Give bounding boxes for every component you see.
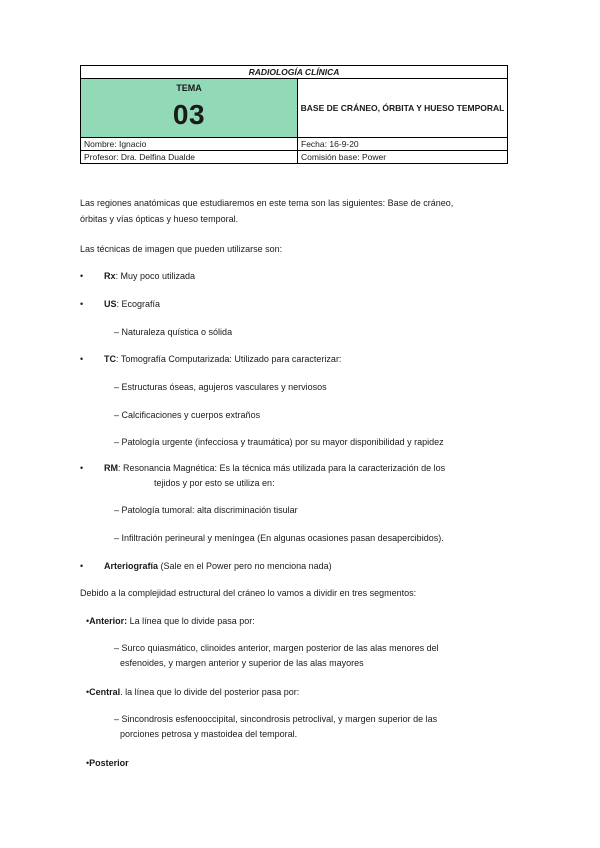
segments-intro: Debido a la complejidad estructural del cráneo lo vamos a dividir en tres segmentos: xyxy=(80,588,417,598)
us-label: US xyxy=(104,299,117,309)
posterior-label: Posterior xyxy=(89,758,129,768)
tema-number: 03 xyxy=(172,99,206,130)
commission-field: Comisión base: Power xyxy=(298,151,508,164)
segment-anterior xyxy=(86,614,255,628)
tema-label: TEMA xyxy=(176,83,202,93)
technique-rx xyxy=(104,269,195,283)
central-sub-2: porciones petrosa y mastoidea del temporal. xyxy=(120,729,298,739)
course-title: RADIOLOGÍA CLÍNICA xyxy=(81,66,508,79)
technique-us xyxy=(104,297,160,311)
arteriografia-label: Arteriografía xyxy=(104,561,159,571)
techniques-intro: Las técnicas de imagen que pueden utilizarse son: xyxy=(80,244,283,254)
arteriografia-text: (Sale en el Power pero no menciona nada) xyxy=(158,561,332,571)
central-sub-1: – Sincondrosis esfenooccipital, sincondrosis petroclival, y margen superior de las xyxy=(114,714,438,724)
us-sub-1: – Naturaleza quística o sólida xyxy=(114,327,233,337)
technique-rm xyxy=(104,461,445,475)
bullet-arteriografia: • xyxy=(80,561,84,571)
bullet-tc: • xyxy=(80,354,84,364)
tc-text: : Tomografía Computarizada: Utilizado para caracterizar: xyxy=(116,354,342,364)
central-label: Central xyxy=(89,687,121,697)
us-text: : Ecografía xyxy=(116,299,161,309)
topic-title: BASE DE CRÁNEO, ÓRBITA Y HUESO TEMPORAL xyxy=(298,79,508,138)
tc-sub-1: – Estructuras óseas, agujeros vasculares y nerviosos xyxy=(114,382,327,392)
tc-label: TC xyxy=(104,354,116,364)
tc-sub-2: – Calcificaciones y cuerpos extraños xyxy=(114,410,261,420)
anterior-sub-2: esfenoides, y margen anterior y superior de las alas mayores xyxy=(120,658,364,668)
bullet-anterior: • xyxy=(86,616,90,626)
bullet-rx: • xyxy=(80,271,84,281)
professor-field: Profesor: Dra. Delfina Dualde xyxy=(81,151,298,164)
bullet-us: • xyxy=(80,299,84,309)
technique-arteriografia xyxy=(104,559,332,573)
anterior-sub-1: – Surco quiasmático, clinoides anterior, margen posterior de las alas menores del xyxy=(114,643,439,653)
technique-tc xyxy=(104,352,341,366)
bullet-central: • xyxy=(86,687,90,697)
rm-sub-2: – Infiltración perineural y meníngea (En algunas ocasiones pasan desapercibidos). xyxy=(114,533,444,543)
student-name: Nombre: Ignacio xyxy=(81,138,298,151)
anterior-label: Anterior: xyxy=(89,616,128,626)
tema-box xyxy=(81,79,298,138)
bullet-posterior: • xyxy=(86,758,90,768)
intro-line-1: Las regiones anatómicas que estudiaremos en este tema son las siguientes: Base de cráneo, xyxy=(80,198,454,208)
header-table xyxy=(80,65,508,164)
date-field: Fecha: 16-9-20 xyxy=(298,138,508,151)
intro-line-2: órbitas y vías ópticas y hueso temporal. xyxy=(80,214,239,224)
rx-label: Rx xyxy=(104,271,116,281)
anterior-text: La línea que lo divide pasa por: xyxy=(127,616,255,626)
rm-text: : Resonancia Magnética: Es la técnica más utilizada para la caracterización de los xyxy=(118,463,446,473)
rm-sub-1: – Patología tumoral: alta discriminación tisular xyxy=(114,505,298,515)
rm-label: RM xyxy=(104,463,118,473)
segment-posterior xyxy=(86,756,129,770)
tc-sub-3: – Patología urgente (infecciosa y traumática) por su mayor disponibilidad y rapidez xyxy=(114,437,444,447)
bullet-rm: • xyxy=(80,463,84,473)
segment-central xyxy=(86,685,299,699)
central-text: . la línea que lo divide del posterior pasa por: xyxy=(120,687,300,697)
rx-text: : Muy poco utilizada xyxy=(115,271,196,281)
rm-text-2: tejidos y por esto se utiliza en: xyxy=(154,478,275,488)
